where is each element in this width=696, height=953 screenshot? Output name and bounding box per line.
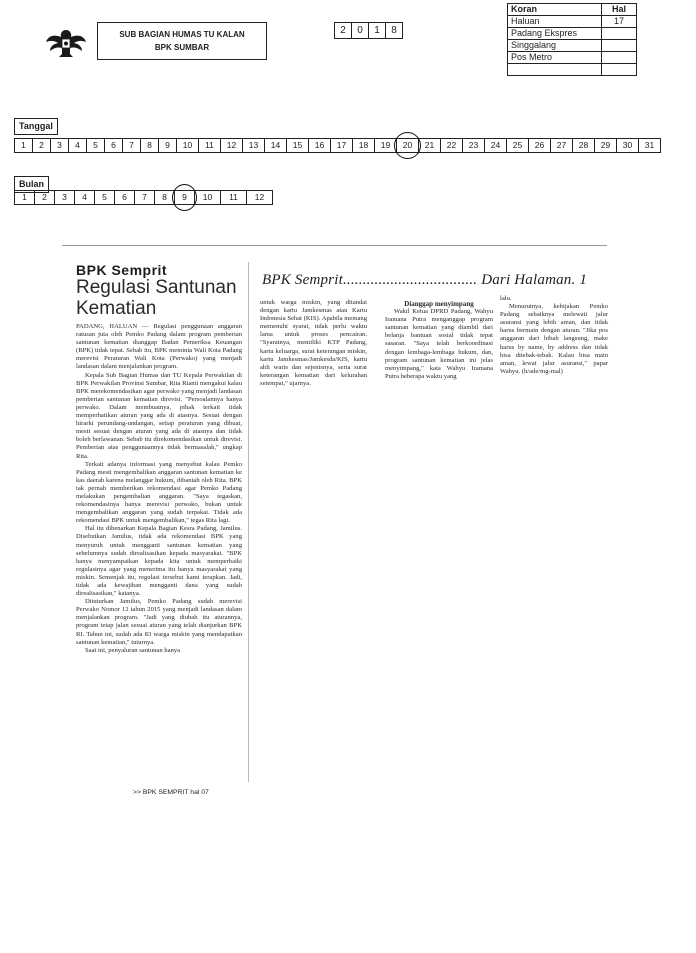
page-number (602, 52, 637, 64)
day-cell: 26 (528, 138, 551, 153)
month-cell: 9 (174, 190, 195, 205)
year-digit: 1 (368, 22, 386, 39)
article-column-3 (385, 300, 493, 381)
garuda-emblem-icon (44, 26, 88, 60)
day-cell: 3 (50, 138, 69, 153)
month-cell: 8 (154, 190, 175, 205)
day-cell: 7 (122, 138, 141, 153)
day-cell: 27 (550, 138, 573, 153)
day-cell: 31 (638, 138, 661, 153)
paragraph: Hal itu dibenarkan Kepala Bagian Kesra Padang, Jamilus. Disebutkan Jamilus, tidak ada rekomendasi BPK yang menyuruh untuk mengganti santunan kematian yang sebelumnya sudah direalisasikan kepada masyarakat. "BPK hanya menyampaikan kepada kita untuk memperbaiki regulasinya agar yang menerima itu hanya masyarakat yang miskin. Semenjak itu, regulasi tersebut kami terapkan. Jadi, tidak ada kewajiban mengganti dana yang sudah direalisasikan," katanya. (76, 525, 242, 598)
paragraph: Terkait adanya informasi yang menyebut kalau Pemko Padang mesti mengembalikan anggaran santunan kematian ke kas daerah karena melanggar hukum, dibantah oleh Rita. BPK tak pernah memberikan rekomendasi agar Pemko Padang melakukan pengembalian anggaran. "Saya tegaskan, rekomendasinya hanya merevisi perwako, bukan untuk mengembalikan anggaran yang sudah terpakai. Tidak ada rekomendasi BPK untuk mengembalikan," tegas Rita lagi. (76, 460, 242, 525)
paragraph: Kepala Sub Bagian Humas dan TU Kepala Perwakilan di BPK Perwakilan Provinsi Sumbar, Rita Rianti mengakui kalau BPK merekomendasikan agar perwako yang menjadi landasan pemberian santunan kematian direvisi. "Persoalannya hanya perwako. Dalam membuatnya, pihak terkait tidak memperhatikan aturan yang ada di atasnya. Sesuai dengan hirarki perundang-undangan, setiap peraturan yang dibuat, mesti sesuai dengan aturan yang ada di atasnya dan tidak boleh berlawanan. Sebab itu direkomendasikan untuk direvisi. Pemberian atas penggunaannya tidak bermasalah," ungkap Rita. (76, 371, 242, 460)
column-divider (248, 262, 250, 782)
tanggal-label: Tanggal (14, 118, 58, 135)
day-cell: 14 (264, 138, 287, 153)
day-cell: 1 (14, 138, 33, 153)
day-cell: 19 (374, 138, 397, 153)
paragraph: Wakil Ketua DPRD Padang, Wahyu Iramana Putra menganggap program santunan kematian yang diambil dari belanja bantuan sosial tidak tepat sasaran. "Saya telah berkoordinasi dengan lembaga-lembaga hukum, dan, program santunan kematian ini jelas menyimpang," kata Wahyu Iramana Putra beberapa waktu yang (385, 308, 493, 380)
day-cell: 8 (140, 138, 159, 153)
day-cell: 29 (594, 138, 617, 153)
month-strip (15, 190, 273, 205)
day-cell: 17 (330, 138, 353, 153)
hal-header: Hal (602, 4, 637, 16)
day-cell: 25 (506, 138, 529, 153)
headline-line-2: Kematian (76, 298, 157, 319)
continued-header: BPK Semprit.................................. Dari Halaman. 1 (262, 272, 588, 288)
newspaper-name: Haluan (508, 16, 602, 28)
month-cell: 2 (34, 190, 55, 205)
selected-day-circle (394, 132, 421, 159)
page-number (602, 28, 637, 40)
month-cell: 3 (54, 190, 75, 205)
day-cell: 12 (220, 138, 243, 153)
paragraph: PADANG, HALUAN — Regulasi penggunaan anggaran ratusan juta oleh Pemko Padang dalam program pemberian santunan kematian dianggap Badan Pemeriksa Keuangan (BPK) tidak tepat. Sebab itu, BPK meminta Wali Kota Padang merevisi Peraturan Wali Kota (Perwako) yang menjadi landasan dalam menjalankan program. (76, 323, 242, 371)
day-cell: 15 (286, 138, 309, 153)
day-cell: 5 (86, 138, 105, 153)
newspaper-name: Padang Ekspres (508, 28, 602, 40)
day-cell: 13 (242, 138, 265, 153)
page-number: 17 (602, 16, 637, 28)
subheading: Dianggap menyimpang (404, 300, 474, 308)
koran-header: Koran (508, 4, 602, 16)
month-cell: 7 (134, 190, 155, 205)
newspaper-name: Singgalang (508, 40, 602, 52)
article-column-2 (260, 299, 367, 388)
empty-cell (602, 64, 637, 76)
year-digit: 0 (351, 22, 369, 39)
article-column-1 (76, 323, 242, 655)
selected-month-circle (172, 184, 197, 211)
article-column-4 (500, 295, 608, 376)
paragraph: Dituturkan Jamilus, Pemko Padang sudah merevisi Perwako Nomor 12 tahun 2015 yang menjadi landasan dalam menjalankan program. "Jadi yang diubah itu aturannya, program tetap jalan sesuai aturan yang telah dianjurkan BPK RI. Tahun ini, sudah ada 83 warga miskin yang mendapatkan santunan kematian," tuturnya. (76, 598, 242, 646)
month-cell: 12 (246, 190, 273, 205)
unit-line-1: SUB BAGIAN HUMAS TU KALAN (119, 30, 245, 39)
day-cell: 16 (308, 138, 331, 153)
empty-cell (508, 64, 602, 76)
paragraph: Saat ini, penyaluran santunan hanya (85, 646, 181, 654)
unit-line-2: BPK SUMBAR (154, 43, 210, 52)
day-cell: 9 (158, 138, 177, 153)
day-cell: 2 (32, 138, 51, 153)
month-cell: 4 (74, 190, 95, 205)
day-cell: 28 (572, 138, 595, 153)
month-cell: 6 (114, 190, 135, 205)
month-cell: 11 (220, 190, 247, 205)
page-number (602, 40, 637, 52)
continued-on-link: >> BPK SEMPRIT hal 07 (133, 789, 209, 796)
month-cell: 1 (14, 190, 35, 205)
day-cell: 6 (104, 138, 123, 153)
year-boxes (335, 22, 403, 37)
day-cell: 21 (418, 138, 441, 153)
day-cell: 11 (198, 138, 221, 153)
day-cell: 23 (462, 138, 485, 153)
month-cell: 5 (94, 190, 115, 205)
paragraph: lalu. (500, 295, 512, 302)
day-cell: 18 (352, 138, 375, 153)
day-cell: 30 (616, 138, 639, 153)
divider (62, 245, 607, 246)
day-cell: 20 (396, 138, 419, 153)
year-digit: 2 (334, 22, 352, 39)
day-strip (15, 138, 661, 153)
day-cell: 24 (484, 138, 507, 153)
newspaper-table (507, 3, 637, 76)
day-cell: 4 (68, 138, 87, 153)
agency-unit-box (97, 22, 267, 60)
day-cell: 22 (440, 138, 463, 153)
headline-line-1: Regulasi Santunan (76, 277, 237, 298)
month-cell: 10 (194, 190, 221, 205)
paragraph: untuk warga miskin, yang ditandai dengan kartu Jamkesmas atau Kartu Indonesia Sehat (KIS). Apabila memang memenuhi syarat, tidak perlu waktu lama untuk proses pencairan. "Syaratnya, memiliki KTP Padang, kartu keluarga, surat keterangan miskin, kartu Jamkesmas/Jamkesda/KIS, kartu ahli waris dan sejenisnya, serta surat keterangan kematian dari kelurahan setempat," ujarnya. (260, 299, 367, 387)
article-headline (76, 277, 246, 319)
paragraph: Menurutnya, kebijakan Pemko Padang sebaiknya melewati jalur asuransi yang lebih aman, dan tidak harus bermain dengan aturan. "Jika pos anggaran dari hibah langsung, make harus by name, by address dan tidak bisa ditebak-tebak. Kalau bisa main aman, lewat jalur asuransi," papar Wahyu. (h/ade/mg-mal) (500, 303, 608, 375)
bulan-label: Bulan (14, 176, 49, 193)
newspaper-name: Pos Metro (508, 52, 602, 64)
day-cell: 10 (176, 138, 199, 153)
article-kicker: BPK Semprit (76, 262, 168, 278)
year-digit: 8 (385, 22, 403, 39)
